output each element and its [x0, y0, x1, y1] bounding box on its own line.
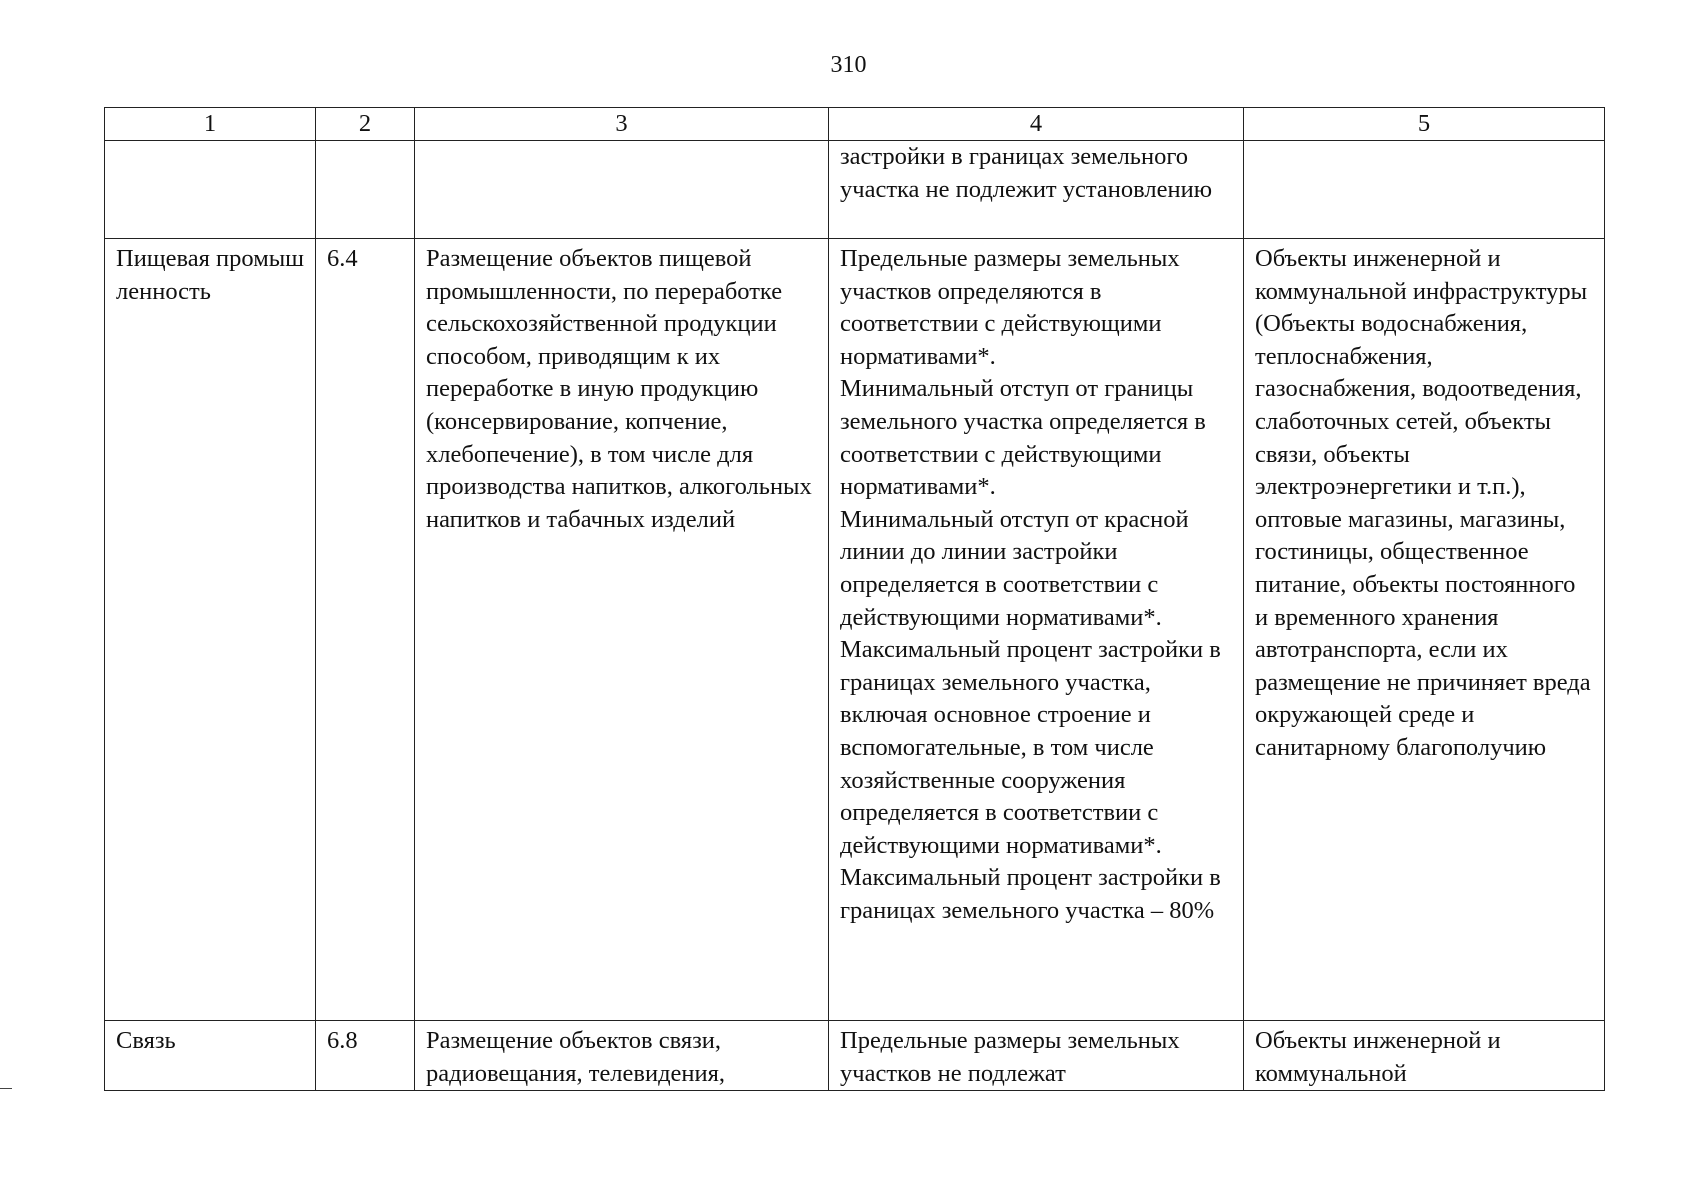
- cell-use-name: Пищевая промышленность: [105, 239, 316, 1021]
- parameter-text: Минимальный отступ от красной линии до линии застройки определяется в соответствии с действующими нормативами*.: [840, 505, 1189, 631]
- cell-parameters: [829, 141, 1244, 239]
- column-header-4: 4: [829, 108, 1244, 141]
- table-row: [105, 1021, 1605, 1091]
- cell-auxiliary-uses: Объекты инженерной и коммунальной инфраструктуры (Объекты водоснабжения, теплоснабжения, газоснабжения, водоотведения, слаботочных сетей, объекты связи, объекты электроэнергетики и т.п.), оптовые магазины, магазины, гостиницы, общественное питание, объекты постоянного и временного хранения автотранспорта, если их размещение не причиняет вреда окружающей среде и санитарному благополучию: [1244, 239, 1605, 1021]
- parameter-text: Максимальный процент застройки в границах земельного участка – 80%: [840, 864, 1221, 924]
- cell-code: 6.4: [316, 239, 415, 1021]
- cell-use-name: [105, 141, 316, 239]
- land-use-table: [104, 107, 1605, 1091]
- column-header-3: 3: [415, 108, 829, 141]
- cell-auxiliary-uses: Объекты инженерной и коммунальной: [1244, 1021, 1605, 1091]
- cell-description: Размещение объектов пищевой промышленности, по переработке сельскохозяйственной продукции способом, приводящим к их переработке в иную продукцию (консервирование, копчение, хлебопечение), в том числе для производства напитков, алкогольных напитков и табачных изделий: [415, 239, 829, 1021]
- cell-parameters: [829, 239, 1244, 1021]
- cell-code: 6.8: [316, 1021, 415, 1091]
- column-header-2: 2: [316, 108, 415, 141]
- margin-mark: [0, 1088, 12, 1089]
- header-row: [105, 108, 1605, 141]
- parameter-text: застройки в границах земельного участка не подлежит установлению: [840, 143, 1212, 203]
- parameter-text: Предельные размеры земельных участков не подлежат: [840, 1027, 1180, 1087]
- page-number: 310: [830, 52, 867, 78]
- cell-auxiliary-uses: [1244, 141, 1605, 239]
- column-header-1: 1: [105, 108, 316, 141]
- cell-description: Размещение объектов связи, радиовещания, телевидения,: [415, 1021, 829, 1091]
- table-row: [105, 141, 1605, 239]
- cell-description: [415, 141, 829, 239]
- parameter-text: Минимальный отступ от границы земельного участка определяется в соответствии с действующими нормативами*.: [840, 375, 1206, 501]
- cell-parameters: [829, 1021, 1244, 1091]
- parameter-text: Максимальный процент застройки в границах земельного участка, включая основное строение и вспомогательные, в том числе хозяйственные сооружения определяется в соответствии с действующими нормативами*.: [840, 636, 1221, 859]
- table-row: [105, 239, 1605, 1021]
- parameter-text: Предельные размеры земельных участков определяются в соответствии с действующими нормативами*.: [840, 245, 1180, 370]
- column-header-5: 5: [1244, 108, 1605, 141]
- cell-use-name: Связь: [105, 1021, 316, 1091]
- cell-code: [316, 141, 415, 239]
